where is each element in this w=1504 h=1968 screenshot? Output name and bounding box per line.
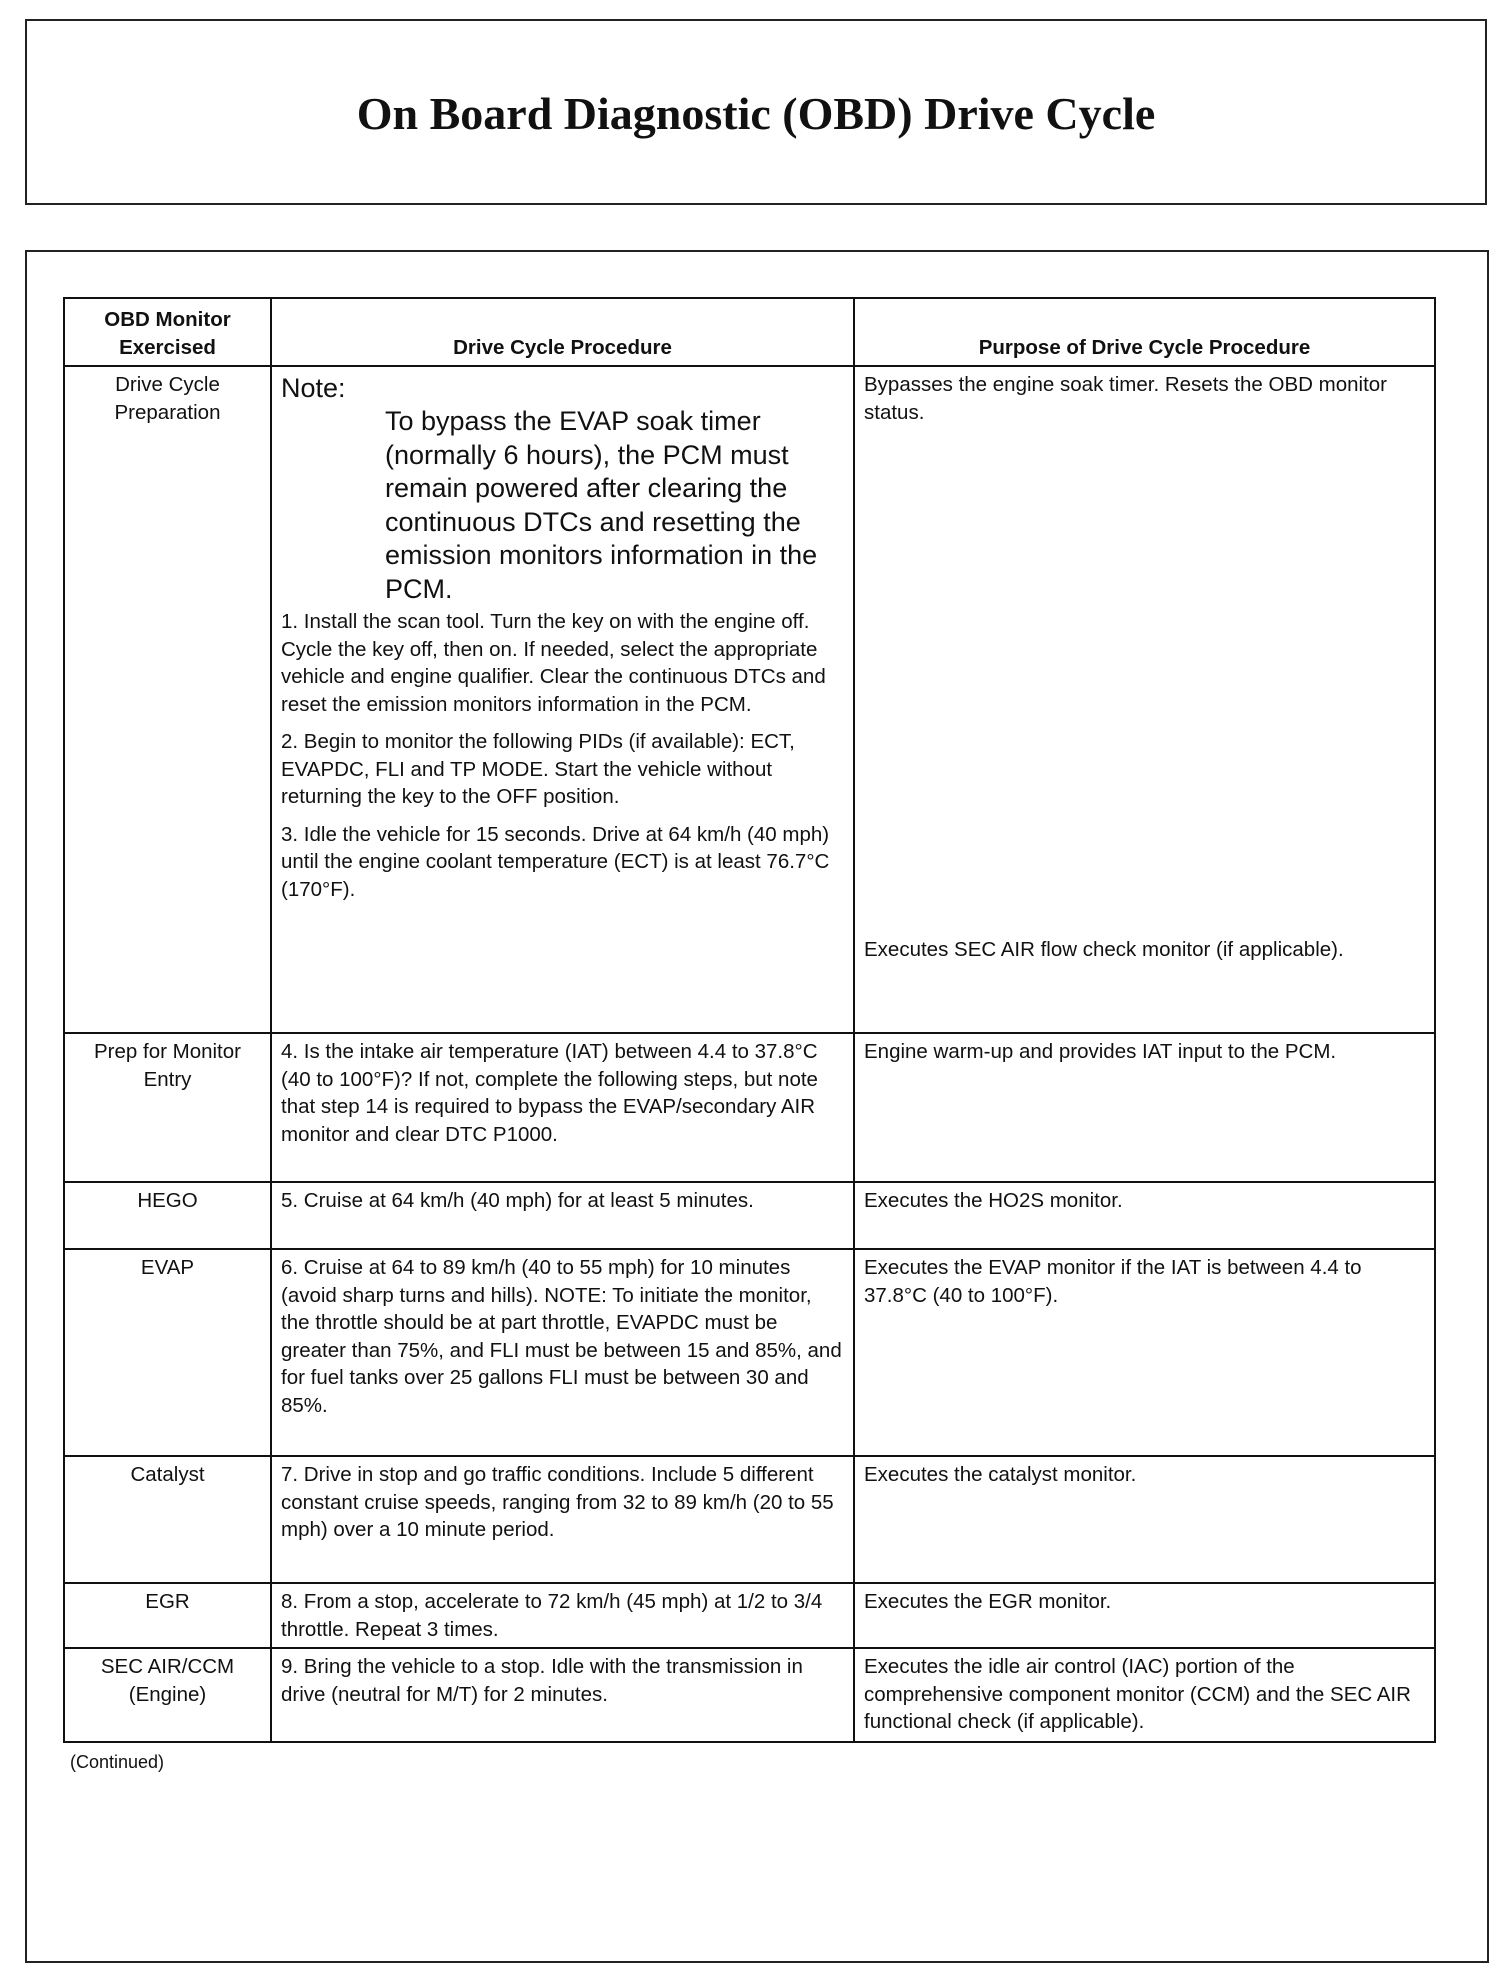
procedure-cell: 9. Bring the vehicle to a stop. Idle with the transmission in drive (neutral for M/T) for 2 minutes.: [271, 1648, 854, 1742]
note-label: Note:: [281, 373, 346, 403]
monitor-cell: HEGO: [64, 1182, 271, 1249]
procedure-cell: [271, 366, 854, 1033]
purpose-cell: Executes the EGR monitor.: [854, 1583, 1435, 1648]
monitor-cell: Drive Cycle Preparation: [64, 366, 271, 1033]
purpose-cell: Engine warm-up and provides IAT input to the PCM.: [854, 1033, 1435, 1182]
monitor-cell: Catalyst: [64, 1456, 271, 1583]
purpose-cell: Executes the HO2S monitor.: [854, 1182, 1435, 1249]
title-box: [25, 19, 1487, 205]
monitor-cell: Prep for Monitor Entry: [64, 1033, 271, 1182]
table-row: [64, 1249, 1435, 1456]
table-row: [64, 366, 1435, 1033]
note-text: To bypass the EVAP soak timer (normally 6 hours), the PCM must remain powered after clearing the continuous DTCs and resetting the emission monitors information in the PCM.: [385, 406, 818, 604]
procedure-cell: 6. Cruise at 64 to 89 km/h (40 to 55 mph) for 10 minutes (avoid sharp turns and hills). NOTE: To initiate the monitor, the throttle should be at part throttle, EVAPDC must be greater than 75%, and FLI must be between 15 and 85%, and for fuel tanks over 25 gallons FLI must be between 30 and 85%.: [271, 1249, 854, 1456]
procedure-cell: 5. Cruise at 64 km/h (40 mph) for at least 5 minutes.: [271, 1182, 854, 1249]
monitor-cell: EGR: [64, 1583, 271, 1648]
purpose-prep: Bypasses the engine soak timer. Resets the OBD monitor status.: [864, 373, 1388, 424]
table-row: [64, 1182, 1435, 1249]
table-row: [64, 1033, 1435, 1182]
step-1: 1. Install the scan tool. Turn the key on with the engine off. Cycle the key off, then on. If needed, select the appropriate vehicle and engine qualifier. Clear the continuous DTCs and reset the emission monitors information in the PCM.: [281, 610, 826, 716]
procedure-cell: 8. From a stop, accelerate to 72 km/h (45 mph) at 1/2 to 3/4 throttle. Repeat 3 times.: [271, 1583, 854, 1648]
page-title: On Board Diagnostic (OBD) Drive Cycle: [356, 88, 1156, 139]
monitor-cell: EVAP: [64, 1249, 271, 1456]
purpose-cell: [854, 366, 1435, 1033]
purpose-cell: Executes the idle air control (IAC) portion of the comprehensive component monitor (CCM) and the SEC AIR functional check (if applicable).: [854, 1648, 1435, 1742]
step-2: 2. Begin to monitor the following PIDs (if available): ECT, EVAPDC, FLI and TP MODE. Start the vehicle without returning the key to the OFF position.: [281, 730, 795, 808]
purpose-step-3: Executes SEC AIR flow check monitor (if applicable).: [864, 938, 1344, 961]
continued-label: (Continued): [70, 1752, 165, 1772]
table-row: [64, 1583, 1435, 1648]
header-procedure: Drive Cycle Procedure: [271, 298, 854, 366]
table-row: [64, 1648, 1435, 1742]
step-3: 3. Idle the vehicle for 15 seconds. Drive at 64 km/h (40 mph) until the engine coolant temperature (ECT) is at least 76.7°C (170°F).: [281, 822, 830, 901]
table-header-row: [64, 298, 1435, 366]
table-row: [64, 1456, 1435, 1583]
header-monitor: OBD Monitor Exercised: [64, 298, 271, 366]
purpose-cell: Executes the EVAP monitor if the IAT is between 4.4 to 37.8°C (40 to 100°F).: [854, 1249, 1435, 1456]
monitor-cell: SEC AIR/CCM (Engine): [64, 1648, 271, 1742]
procedure-cell: 4. Is the intake air temperature (IAT) between 4.4 to 37.8°C (40 to 100°F)? If not, complete the following steps, but note that step 14 is required to bypass the EVAP/secondary AIR monitor and clear DTC P1000.: [271, 1033, 854, 1182]
header-purpose: Purpose of Drive Cycle Procedure: [854, 298, 1435, 366]
drive-cycle-table: [63, 297, 1436, 1743]
purpose-cell: Executes the catalyst monitor.: [854, 1456, 1435, 1583]
procedure-cell: 7. Drive in stop and go traffic conditions. Include 5 different constant cruise speeds, ranging from 32 to 89 km/h (20 to 55 mph) over a 10 minute period.: [271, 1456, 854, 1583]
